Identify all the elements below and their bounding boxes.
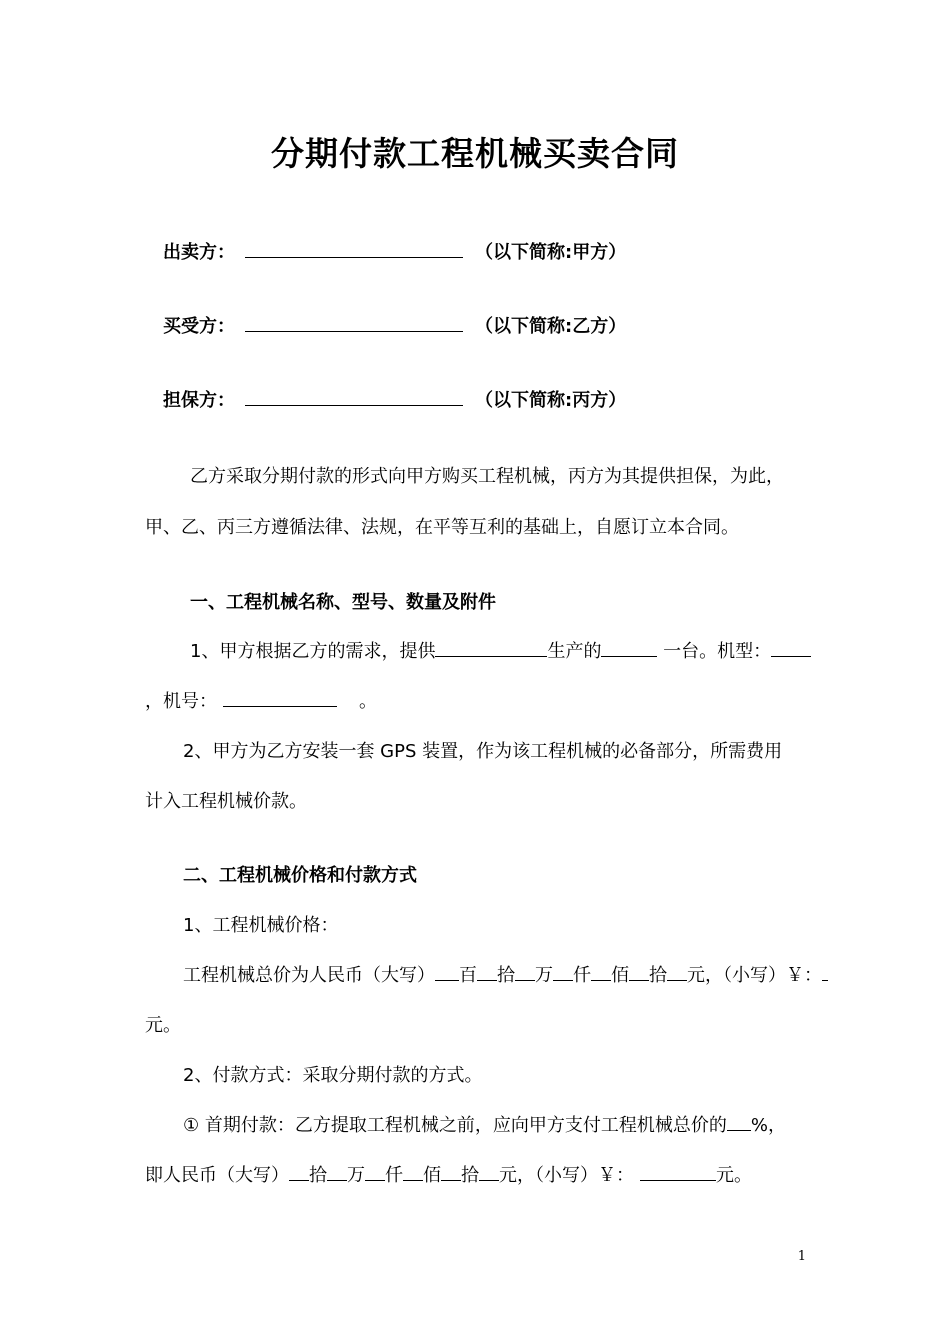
first-blank-2	[327, 1166, 347, 1181]
percent-blank	[727, 1116, 751, 1131]
item-1-text-b: 生产的	[547, 641, 602, 662]
party-guarantor-note: （以下简称:丙方）	[475, 390, 627, 411]
party-seller	[163, 238, 626, 264]
price-title: 1、工程机械价格：	[183, 915, 339, 936]
first-payment-line-1	[183, 1111, 786, 1137]
intro-line-1: 乙方采取分期付款的形式向甲方购买工程机械，丙方为其提供担保，为此，	[190, 466, 784, 487]
product-blank	[601, 642, 657, 657]
item-1-text-d: ，机号：	[145, 691, 217, 712]
price-text: 工程机械总价为人民币（大写）	[183, 965, 435, 986]
price-blank-2	[477, 966, 497, 981]
section-2-heading: 二、工程机械价格和付款方式	[183, 865, 417, 886]
unit-yuan: 元，（小写）￥：	[687, 965, 822, 986]
first-blank-5	[441, 1166, 461, 1181]
section-1-item-1-line-2	[145, 687, 377, 713]
first-unit-wan: 万	[347, 1165, 365, 1186]
manufacturer-blank	[435, 642, 547, 657]
party-guarantor-label: 担保方：	[163, 390, 235, 411]
first-payment-rmb: 即人民币（大写）	[145, 1165, 289, 1186]
first-payment-text: ① 首期付款：乙方提取工程机械之前，应向甲方支付工程机械总价的	[183, 1115, 727, 1136]
section-1-item-2-line-2: 计入工程机械价款。	[145, 791, 307, 812]
price-line-2: 元。	[145, 1015, 181, 1036]
party-guarantor-blank	[245, 391, 463, 406]
party-seller-label: 出卖方：	[163, 242, 235, 263]
price-line-1	[183, 961, 828, 987]
item-1-text-c: 一台。机型：	[657, 641, 772, 662]
page-number: 1	[797, 1249, 806, 1264]
party-buyer-blank	[245, 317, 463, 332]
party-seller-note: （以下简称:甲方）	[475, 242, 627, 263]
first-blank-6	[479, 1166, 499, 1181]
first-unit-qian: 仟	[385, 1165, 403, 1186]
item-1-text-a: 1、甲方根据乙方的需求，提供	[190, 641, 436, 662]
price-blank-1	[435, 966, 459, 981]
model-blank	[771, 642, 811, 657]
item-1-text-e: 。	[359, 691, 377, 712]
first-unit-shi-2: 拾	[461, 1165, 479, 1186]
party-guarantor	[163, 386, 626, 412]
unit-bai-2: 佰	[611, 965, 629, 986]
unit-bai: 百	[459, 965, 477, 986]
price-blank-8	[822, 966, 828, 981]
document-title: 分期付款工程机械买卖合同	[271, 134, 679, 173]
price-blank-4	[553, 966, 573, 981]
payment-title: 2、付款方式：采取分期付款的方式。	[183, 1065, 483, 1086]
first-blank-3	[365, 1166, 385, 1181]
unit-shi: 拾	[497, 965, 515, 986]
section-1-item-1-line-1	[190, 637, 811, 663]
party-buyer	[163, 312, 626, 338]
price-blank-6	[629, 966, 649, 981]
section-1-item-2-line-1: 2、甲方为乙方安装一套 GPS 装置，作为该工程机械的必备部分，所需费用	[183, 741, 783, 762]
percent-sign: %，	[750, 1115, 786, 1136]
party-buyer-label: 买受方：	[163, 316, 235, 337]
unit-qian: 仟	[573, 965, 591, 986]
first-payment-end: 元。	[716, 1165, 752, 1186]
first-blank-1	[289, 1166, 309, 1181]
first-unit-yuan: 元，（小写）￥：	[499, 1165, 634, 1186]
party-seller-blank	[245, 243, 463, 258]
section-1-heading: 一、工程机械名称、型号、数量及附件	[190, 592, 496, 613]
first-payment-line-2	[145, 1161, 752, 1187]
first-unit-shi: 拾	[309, 1165, 327, 1186]
price-blank-3	[515, 966, 535, 981]
first-amount-blank	[640, 1166, 716, 1181]
unit-wan: 万	[535, 965, 553, 986]
first-unit-bai: 佰	[423, 1165, 441, 1186]
serial-blank	[223, 692, 337, 707]
first-blank-4	[403, 1166, 423, 1181]
price-blank-5	[591, 966, 611, 981]
party-buyer-note: （以下简称:乙方）	[475, 316, 627, 337]
unit-shi-2: 拾	[649, 965, 667, 986]
price-blank-7	[667, 966, 687, 981]
intro-line-2: 甲、乙、丙三方遵循法律、法规，在平等互利的基础上，自愿订立本合同。	[145, 517, 739, 538]
